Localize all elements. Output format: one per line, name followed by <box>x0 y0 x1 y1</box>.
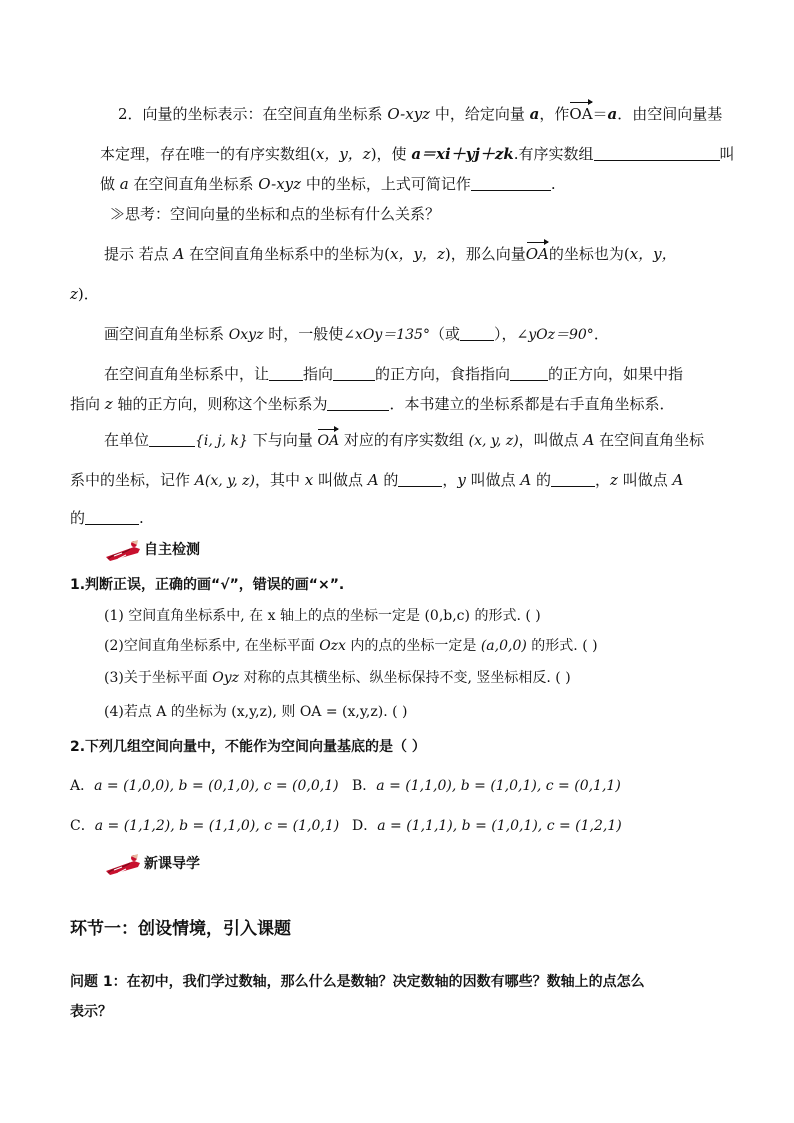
problem-text: 问题 1：在初中，我们学过数轴，那么什么是数轴？决定数轴的因数有哪些？数轴上的点怎么 <box>70 974 645 990</box>
q2-stem <box>70 737 426 757</box>
text: a <box>119 175 129 193</box>
fill-blank[interactable] <box>551 472 595 487</box>
text: 下与向量 <box>247 431 318 449</box>
problem-1-line-1 <box>70 972 645 992</box>
text: 在单位 <box>104 431 150 449</box>
fill-blank[interactable] <box>85 510 139 525</box>
text: 系中的坐标，记作 <box>70 471 195 489</box>
text: 的形式. ( ) <box>526 638 598 654</box>
angle-yoz: ∠yOz＝90° <box>516 327 594 343</box>
text: ．由空间向量基 <box>617 105 723 123</box>
hint-line-1 <box>104 244 677 264</box>
hint-line-2 <box>70 284 99 304</box>
text: z <box>610 471 618 489</box>
unit-line-3 <box>70 508 144 528</box>
text: A <box>520 471 532 489</box>
text: 指向 <box>303 365 334 383</box>
basis: {i, j, k} <box>195 433 248 449</box>
text: 在空间直角坐标系 <box>128 175 259 193</box>
option-expr: a = (1,1,0), b = (1,0,1), c = (0,1,1) <box>376 778 621 794</box>
text: 的 <box>531 471 552 489</box>
text: 的正方向，如果中指 <box>548 365 684 383</box>
text: (4)若点 A 的坐标为 <box>104 704 232 720</box>
text: 做 <box>100 175 120 193</box>
text: Oxyz <box>228 327 264 343</box>
text: 的 <box>378 471 399 489</box>
text: 指向 <box>70 395 105 413</box>
text: )． <box>77 285 99 303</box>
q1-item-3 <box>104 668 571 688</box>
text: 叫做点 <box>465 471 521 489</box>
text: ＝ <box>592 105 608 123</box>
text: 的正方向，食指指向 <box>375 365 511 383</box>
option-label: A． <box>70 778 95 794</box>
text: 在空间直角坐标 <box>594 431 705 449</box>
text: )，使 <box>370 145 412 163</box>
vector-oa: OA <box>569 105 593 123</box>
text: OA = (x,y,z) <box>299 704 384 720</box>
section-header-self-test <box>104 536 200 563</box>
fill-blank[interactable] <box>594 146 720 161</box>
text: z <box>70 285 78 303</box>
text: 提示 若点 <box>104 245 174 263</box>
text: ． <box>593 325 609 343</box>
intro-line-2 <box>100 144 735 164</box>
text: 叫做点 <box>617 471 673 489</box>
text: ．本书建立的坐标系都是右手直角坐标系． <box>389 395 675 413</box>
fill-blank[interactable] <box>471 176 551 191</box>
think-line <box>110 204 440 224</box>
text: A <box>672 471 684 489</box>
text: 叫 <box>719 145 735 163</box>
vector-oa: OA <box>317 433 340 449</box>
text: 叫做点 <box>313 471 368 489</box>
intro-line-3 <box>100 174 556 194</box>
text: 轴的正方向，则称这个坐标系为 <box>112 395 328 413</box>
text: O-xyz <box>258 175 302 193</box>
text: . <box>550 175 556 193</box>
text: 中，给定向量 <box>430 105 530 123</box>
text: (1) 空间直角坐标系中, 在 <box>104 608 268 624</box>
q2-option-b[interactable] <box>352 776 621 796</box>
text: . ( ) <box>383 704 408 720</box>
fill-blank[interactable] <box>460 326 494 341</box>
text: 对称的点其横坐标、纵坐标保持不变, 竖坐标相反. ( ) <box>239 670 571 686</box>
q1-stem <box>70 575 344 595</box>
unit-line-1 <box>104 430 704 451</box>
text: .有序实数组 <box>513 145 594 163</box>
text: 内的点的坐标一定是 <box>345 638 481 654</box>
text: a <box>607 105 618 123</box>
text: A <box>367 471 379 489</box>
vector-oa: OA <box>525 245 549 263</box>
text: A <box>173 245 185 263</box>
pencil-badge-icon <box>104 537 144 563</box>
text: （或 <box>429 325 460 343</box>
text: Oyz <box>212 670 240 686</box>
think-prompt: ≫思考：空间向量的坐标和点的坐标有什么关系？ <box>110 205 441 223</box>
formula: a＝xi＋yj＋zk <box>411 145 514 163</box>
text: x <box>267 608 276 624</box>
text: x，y，z <box>390 245 445 263</box>
text: ，其中 <box>254 471 305 489</box>
option-label: B． <box>352 778 377 794</box>
section-title: 新课导学 <box>144 856 200 872</box>
stage-heading <box>70 917 291 941</box>
fill-blank[interactable] <box>333 366 375 381</box>
text: a <box>529 105 540 123</box>
text: 时，一般使 <box>263 325 344 343</box>
text: , 则 <box>272 704 300 720</box>
option-expr: a = (1,1,2), b = (1,1,0), c = (1,0,1) <box>94 818 340 834</box>
right-hand-line-2 <box>70 394 674 414</box>
q2-option-a[interactable] <box>70 776 339 796</box>
fill-blank[interactable] <box>269 366 303 381</box>
text: (3)关于坐标平面 <box>104 670 213 686</box>
text: y <box>457 471 466 489</box>
text: 画空间直角坐标系 <box>104 325 229 343</box>
q1-item-2 <box>104 636 598 656</box>
text: O-xyz <box>387 105 431 123</box>
text: 在空间直角坐标系中的坐标为( <box>184 245 391 263</box>
tuple: (x, y, z) <box>468 433 519 449</box>
text: (2)空间直角坐标系中, 在坐标平面 <box>104 638 320 654</box>
pencil-badge-icon <box>104 851 144 877</box>
text: (x,y,z) <box>231 704 273 720</box>
section-title: 自主检测 <box>144 542 200 558</box>
point-a: A(x, y, z) <box>194 473 255 489</box>
fill-blank[interactable] <box>510 366 548 381</box>
text: z <box>104 395 113 413</box>
text: 的 <box>70 509 86 527</box>
q2-option-c[interactable] <box>70 816 339 836</box>
text: x，y， <box>629 245 677 263</box>
text: . <box>139 509 144 527</box>
problem-text: 表示？ <box>70 1004 112 1020</box>
q1-item-1 <box>104 606 541 626</box>
text: (0,b,c) <box>424 608 470 624</box>
text: A <box>583 431 595 449</box>
text: 的形式. ( ) <box>470 608 541 624</box>
draw-line <box>104 324 609 345</box>
fill-blank[interactable] <box>327 396 389 411</box>
option-label: C． <box>70 818 95 834</box>
text: ）， <box>493 325 517 343</box>
intro-line-1 <box>118 104 722 124</box>
text: ， <box>595 471 611 489</box>
fill-blank[interactable] <box>398 472 442 487</box>
text: 在空间直角坐标系中，让 <box>104 365 270 383</box>
text: x <box>304 471 314 489</box>
section-header-new-lesson <box>104 850 200 877</box>
right-hand-line-1 <box>104 364 683 384</box>
question-text: 2.下列几组空间向量中，不能作为空间向量基底的是（ ） <box>70 739 426 755</box>
text: ，作 <box>539 105 570 123</box>
text: ，叫做点 <box>518 431 584 449</box>
text: 轴上的点的坐标一定是 <box>275 608 425 624</box>
option-expr: a = (1,0,0), b = (0,1,0), c = (0,0,1) <box>94 778 339 794</box>
option-expr: a = (1,1,1), b = (1,0,1), c = (1,2,1) <box>377 818 622 834</box>
text: 中的坐标，上式可简记作 <box>301 175 471 193</box>
unit-line-2 <box>70 470 683 491</box>
text: )，那么向量 <box>444 245 526 263</box>
fill-blank[interactable] <box>149 432 195 447</box>
q2-option-d[interactable] <box>352 816 622 836</box>
text: 2．向量的坐标表示：在空间直角坐标系 <box>118 105 388 123</box>
heading-text: 环节一：创设情境，引入课题 <box>70 919 291 939</box>
text: 本定理，存在唯一的有序实数组( <box>100 145 316 163</box>
text: Ozx <box>319 638 346 654</box>
text: (a,0,0) <box>480 638 527 654</box>
option-label: D． <box>352 818 378 834</box>
q1-item-4 <box>104 702 407 722</box>
text: 对应的有序实数组 <box>339 431 469 449</box>
problem-1-line-2 <box>70 1002 112 1022</box>
text: ， <box>442 471 458 489</box>
angle-xoy: ∠xOy＝135° <box>343 327 430 343</box>
text: x，y，z <box>315 145 371 163</box>
text: 的坐标也为( <box>548 245 630 263</box>
question-text: 1.判断正误，正确的画“√”，错误的画“×”. <box>70 577 345 593</box>
